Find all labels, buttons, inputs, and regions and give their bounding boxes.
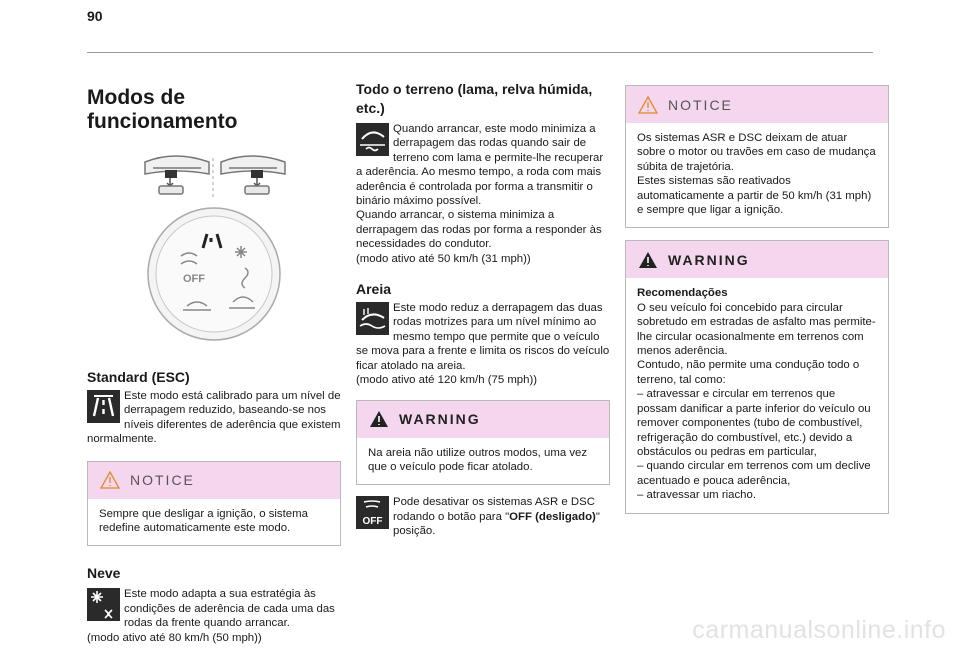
snow-mode-icon [87,588,120,621]
control-dial-figure [87,146,341,346]
standard-mode-icon [87,390,120,423]
mud-mode-icon [356,123,389,156]
sand-text: Este modo reduz a derrapagem das duas rodas motrizes para um nível mínimo ao mesmo tempo que permite que o veículo se mova para a frente e limita os riscos do veículo ficar atolado na areia. [356,302,610,372]
mud-text-2: Quando arrancar, o sistema minimiza a derrapagem das rodas por forma a responder às necessidades do condutor. [356,209,602,251]
off-text-bold: OFF (desligado) [509,510,596,523]
steering-wheel-lhd-icon [145,156,209,194]
mud-heading: Todo o terreno (lama, relva húmida, etc.) [356,81,593,116]
recommendations-heading: Recomendações [637,287,728,300]
warning-body-right [626,278,888,512]
sand-speed: (modo ativo até 120 km/h (75 mph)) [356,374,538,387]
notice-triangle-icon [638,96,658,114]
column-right [625,85,889,514]
steering-wheel-rhd-icon [221,156,285,194]
mud-text-1: Quando arrancar, este modo minimiza a derrapagem das rodas quando sair de terreno com lama e permite-lhe recuperar a aderência. Ao mesmo tempo, a roda com mais aderência é controlada por forma a transmitir o binário máximo possível. [356,123,604,208]
warning-item: – atravessar e circular em terrenos que possam danificar a parte inferior do veículo ou remover componentes (tubo de combustível, refrigeração do combustível, etc.) devido a obstáculos ou pedras em particular, [637,388,871,458]
sand-mode-icon [356,302,389,335]
mud-speed: (modo ativo até 50 km/h (31 mph)) [356,252,531,265]
mud-paragraph [356,122,610,208]
dial-off-label: OFF [183,273,205,285]
off-text-before: Pode desativar os sistemas ASR e DSC rodando o botão para " [393,496,595,523]
notice-box-right [625,85,889,228]
watermark: carmanualsonline.info [692,616,946,644]
notice-body: Sempre que desligar a ignição, o sistema redefine automaticamente este modo. [99,507,308,535]
control-dial-illustration [87,146,341,346]
neve-text: Este modo adapta a sua estratégia às condições de aderência de cada uma das rodas da frente quando arrancar. [124,588,335,630]
notice-label: NOTICE [130,472,195,489]
neve-speed: (modo ativo até 80 km/h (50 mph)) [87,631,262,644]
warning-label-right: WARNING [668,251,750,268]
page-number: 90 [87,8,103,24]
notice-box-left [87,461,341,547]
warning-right-text-2: Contudo, não permite uma condução todo o terreno, tal como: [637,359,860,386]
notice-body-right [626,123,888,227]
standard-paragraph [87,389,341,447]
notice-label-right: NOTICE [668,96,733,113]
off-mode-icon [356,496,389,529]
notice-right-line-2: Estes sistemas são reativados automaticamente a partir de 50 km/h (31 mph) e sempre que ligar a ignição. [637,175,872,217]
off-text-after: " posição. [393,510,600,538]
warning-header [357,401,609,438]
standard-text: Este modo está calibrado para um nível de derrapagem reduzido, baseando-se nos níveis diferentes de aderência que existem normalmente. [87,390,341,446]
header-rule [87,52,873,53]
warning-box-middle [356,400,610,486]
standard-heading: Standard (ESC) [87,369,190,385]
notice-triangle-icon [100,471,120,489]
mode-selector-dial-icon [148,208,280,340]
off-paragraph [356,495,610,538]
column-left [87,80,341,645]
neve-heading: Neve [87,565,121,582]
warning-label: WARNING [399,411,481,427]
neve-paragraph [87,587,341,630]
warning-triangle-icon [638,251,658,269]
column-middle [356,80,610,539]
notice-right-line-1: Os sistemas ASR e DSC deixam de atuar sobre o motor ou travões em caso de mudança súbita de trajetória. [637,132,876,173]
warning-item: – quando circular em terrenos com um declive acentuado e pouca aderência, [637,460,871,487]
warning-right-text-1: O seu veículo foi concebido para circular sobretudo em estradas de asfalto mas permite-lhe circular ocasionalmente em terrenos com menos aderência. [637,301,876,358]
notice-header [88,462,340,499]
warning-triangle-icon [369,410,389,428]
warning-body: Na areia não utilize outros modos, uma vez que o veículo pode ficar atolado. [368,446,588,473]
page-title: Modos de funcionamento [87,86,238,133]
notice-header-right [626,86,888,123]
sand-heading: Areia [356,281,392,298]
off-icon-text: OFF [362,516,383,528]
sand-paragraph [356,301,610,373]
warning-header-right [626,241,888,278]
warning-item: – atravessar um riacho. [637,489,757,502]
warning-box-right [625,240,889,513]
